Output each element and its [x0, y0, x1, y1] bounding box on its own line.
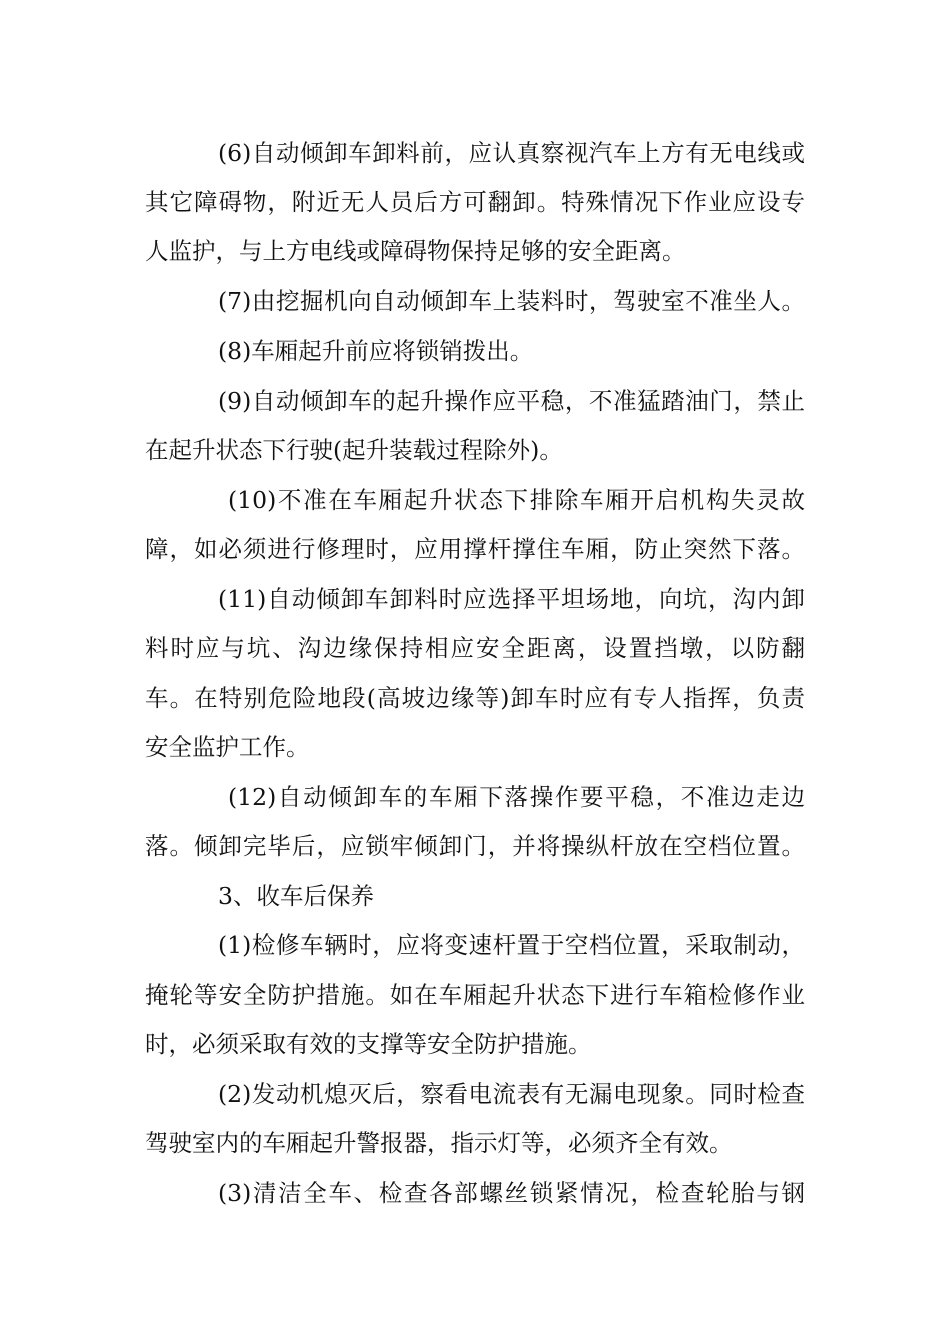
paragraph-line: 时，必须采取有效的支撑等安全防护措施。 [145, 1030, 592, 1058]
paragraph-line: 车。在特别危险地段(高坡边缘等)卸车时应有专人指挥，负责 [145, 684, 805, 712]
paragraph-line: 落。倾卸完毕后，应锁牢倾卸门，并将操纵杆放在空档位置。 [145, 832, 805, 860]
paragraph-line: (8)车厢起升前应将锁销拨出。 [218, 337, 534, 365]
paragraph-line: (9)自动倾卸车的起升操作应平稳，不准猛踏油门，禁止 [218, 387, 805, 415]
paragraph-line: 其它障碍物，附近无人员后方可翻卸。特殊情况下作业应设专 [145, 188, 805, 216]
paragraph-line: (7)由挖掘机向自动倾卸车上装料时，驾驶室不准坐人。 [218, 287, 805, 315]
section-heading: 3、收车后保养 [218, 882, 374, 910]
paragraph-line: 掩轮等安全防护措施。如在车厢起升状态下进行车箱检修作业 [145, 981, 805, 1009]
paragraph-line: 障，如必须进行修理时，应用撑杆撑住车厢，防止突然下落。 [145, 535, 805, 563]
paragraph-line: (1)检修车辆时，应将变速杆置于空档位置，采取制动， [218, 931, 805, 959]
paragraph-line: (2)发动机熄灭后，察看电流表有无漏电现象。同时检查 [218, 1080, 805, 1108]
paragraph-line: 在起升状态下行驶(起升装载过程除外)。 [145, 436, 563, 464]
paragraph-line: 人监护，与上方电线或障碍物保持足够的安全距离。 [145, 237, 686, 265]
paragraph-line: (10)不准在车厢起升状态下排除车厢开启机构失灵故 [228, 486, 805, 514]
paragraph-line: 安全监护工作。 [145, 733, 310, 761]
paragraph-line: (6)自动倾卸车卸料前，应认真察视汽车上方有无电线或 [218, 139, 805, 167]
paragraph-line: 驾驶室内的车厢起升警报器，指示灯等，必须齐全有效。 [145, 1129, 733, 1157]
paragraph-line: 料时应与坑、沟边缘保持相应安全距离，设置挡墩，以防翻 [145, 634, 805, 662]
paragraph-line: (12)自动倾卸车的车厢下落操作要平稳，不准边走边 [228, 783, 805, 811]
paragraph-line: (3)清洁全车、检查各部螺丝锁紧情况，检查轮胎与钢 [218, 1179, 805, 1207]
paragraph-line: (11)自动倾卸车卸料时应选择平坦场地，向坑，沟内卸 [218, 585, 805, 613]
